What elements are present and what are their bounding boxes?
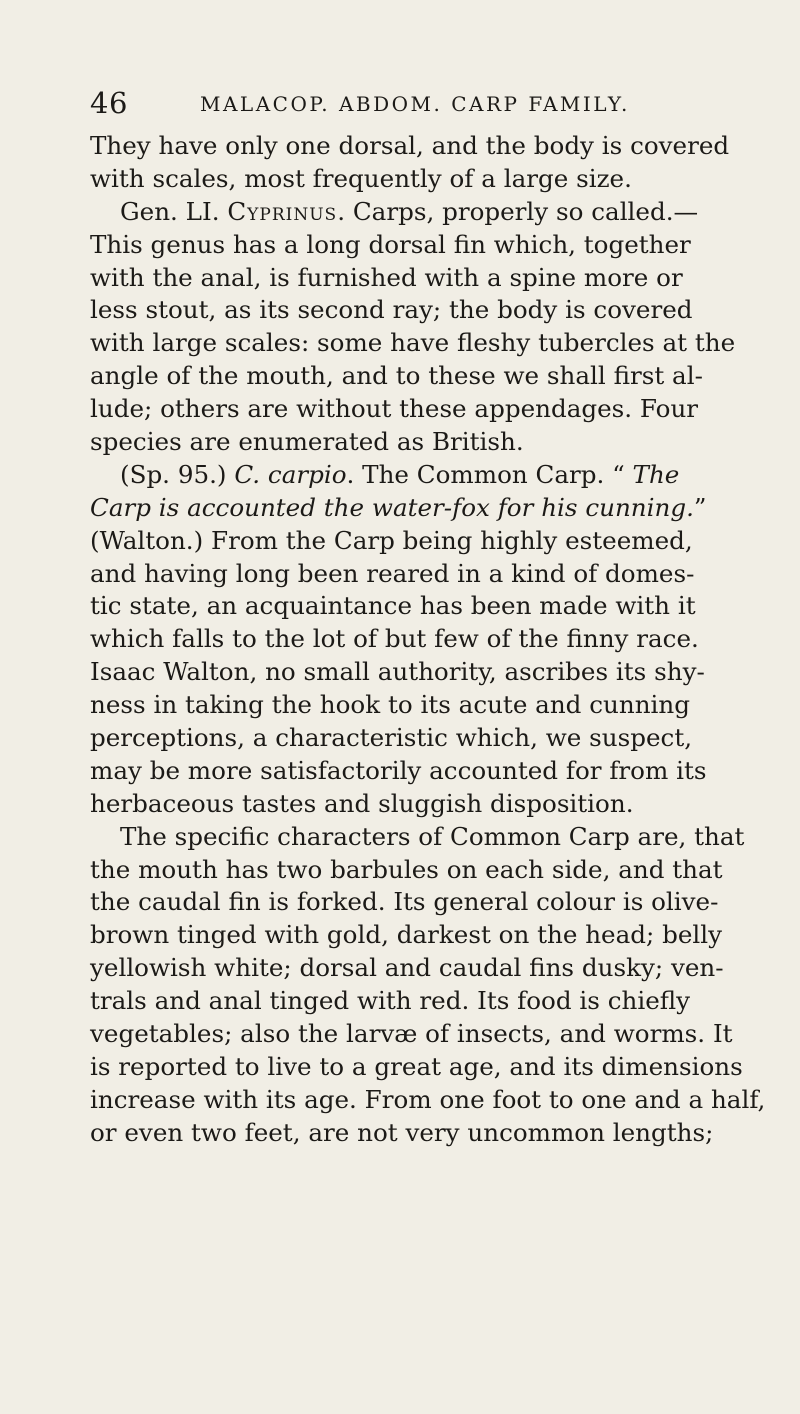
text-line: The specific characters of Common Carp are, that (120, 821, 745, 851)
species-heading-line: (Sp. 95.) C. carpio. The Common Carp. “ The (120, 459, 680, 489)
text-line: the mouth has two barbules on each side, and that (90, 854, 723, 884)
text-line: is reported to live to a great age, and its dimensions (90, 1051, 743, 1081)
text-line: lude; others are without these appendages. Four (90, 394, 699, 424)
text-line: and having long been reared in a kind of domes- (90, 558, 695, 588)
text-line: angle of the mouth, and to these we shall first al- (90, 361, 703, 391)
species-name: C. carpio (234, 459, 347, 489)
text-line: trals and anal tinged with red. Its food is chiefly (90, 986, 691, 1016)
text-line: perceptions, a characteristic which, we suspect, (90, 723, 693, 753)
text-line: herbaceous tastes and sluggish disposition. (90, 788, 634, 818)
text-line: or even two feet, are not very uncommon lengths; (90, 1117, 714, 1147)
genus-heading-line: Gen. LI. Cyprinus. Carps, properly so called.— (120, 196, 699, 226)
text-line: tic state, an acquaintance has been made with it (90, 591, 696, 621)
text-line: ness in taking the hook to its acute and cunning (90, 690, 690, 720)
text-line: This genus has a long dorsal fin which, together (90, 229, 691, 259)
genus-name: Cyprinus (227, 196, 338, 226)
text-line: increase with its age. From one foot to one and a half, (90, 1084, 766, 1114)
text-line: with the anal, is furnished with a spine more or (90, 262, 683, 292)
text-line: They have only one dorsal, and the body is covered (90, 131, 730, 160)
text-line: the caudal fin is forked. Its general colour is olive- (90, 887, 719, 917)
text-line: Isaac Walton, no small authority, ascribes its shy- (90, 657, 705, 687)
text-line: with scales, most frequently of a large size. (90, 163, 632, 193)
text-line: species are enumerated as British. (90, 427, 524, 457)
text-line: brown tinged with gold, darkest on the head; belly (90, 920, 723, 950)
running-head: MALACOP. ABDOM. CARP FAMILY. (200, 92, 630, 116)
text-line: (Walton.) From the Carp being highly esteemed, (90, 525, 693, 555)
quote-line: Carp is accounted the water-fox for his cunning.” (90, 492, 707, 522)
page-number: 46 (90, 86, 128, 120)
text-line: vegetables; also the larvæ of insects, and worms. It (90, 1019, 733, 1049)
text-line: which falls to the lot of but few of the finny race. (90, 624, 699, 654)
text-line: with large scales: some have fleshy tubercles at the (90, 328, 736, 358)
page-header (90, 86, 770, 120)
text-line: less stout, as its second ray; the body is covered (90, 295, 693, 325)
text-line: may be more satisfactorily accounted for from its (90, 755, 707, 785)
body-text (90, 130, 780, 1150)
text-line: yellowish white; dorsal and caudal fins dusky; ven- (90, 953, 724, 983)
